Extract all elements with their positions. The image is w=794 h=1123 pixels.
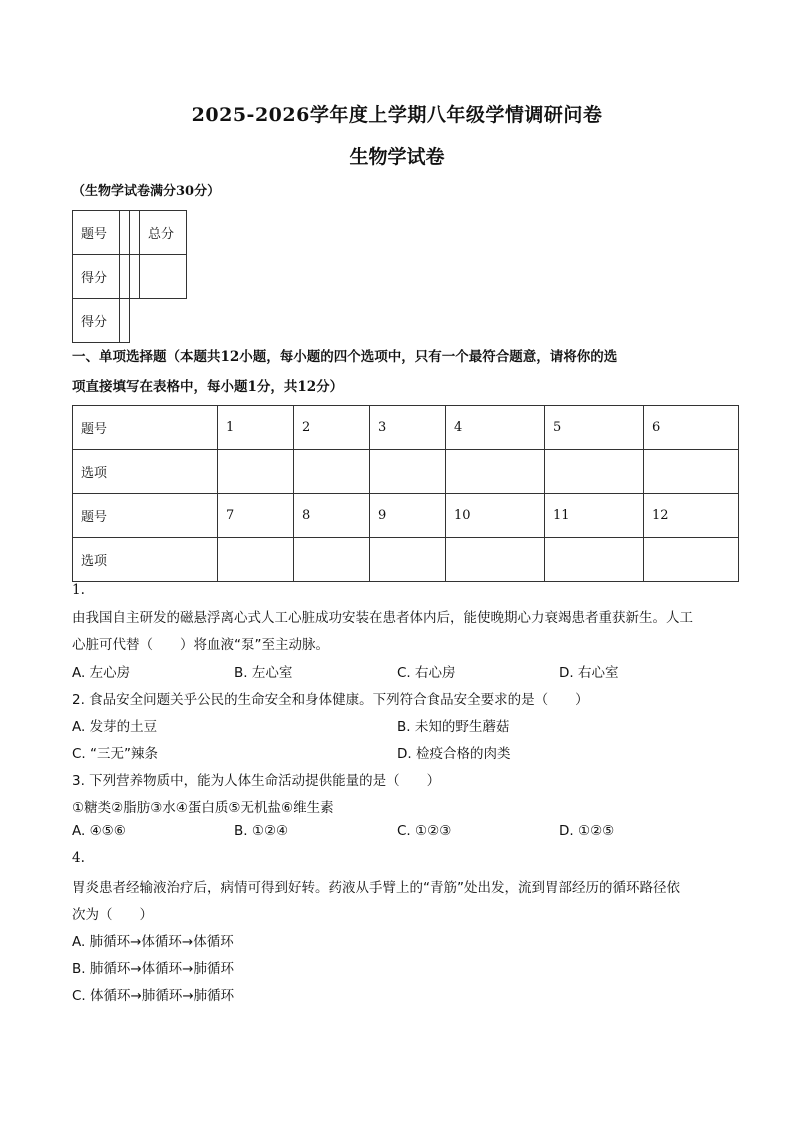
- question-number-cell: 4: [446, 406, 545, 450]
- option-a[interactable]: A. ④⑤⑥: [72, 823, 126, 839]
- empty-cell: [130, 299, 140, 343]
- answer-cell[interactable]: [218, 450, 294, 494]
- answer-cell[interactable]: [644, 450, 739, 494]
- question-3-options: [72, 823, 732, 843]
- answer-table-row: [73, 538, 739, 582]
- question-1-stem-line: 心脏可代替（ ）将血液“泵”至主动脉。: [72, 637, 329, 653]
- section-heading-line: 项直接填写在表格中，每小题1分，共12分）: [72, 379, 344, 395]
- option-c[interactable]: C. “三无”辣条: [72, 746, 158, 762]
- score-total-label: 总分: [140, 211, 187, 255]
- question-number-cell: 3: [370, 406, 446, 450]
- score-cell[interactable]: [130, 255, 140, 299]
- score-cell[interactable]: [120, 255, 130, 299]
- question-number-cell: 11: [545, 494, 644, 538]
- answer-cell[interactable]: [545, 538, 644, 582]
- answer-cell[interactable]: [294, 538, 370, 582]
- option-b[interactable]: B. 肺循环→体循环→肺循环: [72, 961, 234, 977]
- question-1-options: [72, 661, 732, 681]
- option-c[interactable]: C. ①②③: [397, 823, 452, 839]
- answer-row-label: 选项: [73, 450, 218, 494]
- answer-cell[interactable]: [545, 450, 644, 494]
- answer-cell[interactable]: [446, 450, 545, 494]
- question-2-stem: 2. 食品安全问题关乎公民的生命安全和身体健康。下列符合食品安全要求的是（ ）: [72, 692, 589, 708]
- question-1-stem-line: 由我国自主研发的磁悬浮离心式人工心脏成功安装在患者体内后，能使晚期心力衰竭患者重获新生。人工: [72, 610, 693, 626]
- answer-table-row: [73, 406, 739, 450]
- question-4-number: 4.: [72, 850, 85, 866]
- option-a[interactable]: A. 左心房: [72, 665, 131, 681]
- score-cell: [130, 211, 140, 255]
- answer-cell[interactable]: [218, 538, 294, 582]
- answer-cell[interactable]: [446, 538, 545, 582]
- answer-table-row: [73, 450, 739, 494]
- question-number-cell: 9: [370, 494, 446, 538]
- score-row-label: 得分: [73, 255, 120, 299]
- answer-cell[interactable]: [370, 450, 446, 494]
- question-number-cell: 6: [644, 406, 739, 450]
- question-number-cell: 10: [446, 494, 545, 538]
- option-b[interactable]: B. ①②④: [234, 823, 289, 839]
- score-total-cell[interactable]: [140, 255, 187, 299]
- option-a[interactable]: A. 发芽的土豆: [72, 719, 158, 735]
- score-table-row: [73, 211, 187, 255]
- option-d[interactable]: D. ①②⑤: [559, 823, 615, 839]
- answer-row-label: 题号: [73, 494, 218, 538]
- question-4-stem-line: 胃炎患者经输液治疗后，病情可得到好转。药液从手臂上的“青筋”处出发，流到胃部经历的循环路径依: [72, 880, 680, 896]
- score-cell[interactable]: [120, 299, 130, 343]
- answer-table: [72, 405, 739, 582]
- exam-title: 2025-2026学年度上学期八年级学情调研问卷: [191, 104, 603, 126]
- score-row-label: 题号: [73, 211, 120, 255]
- option-b[interactable]: B. 左心室: [234, 665, 293, 681]
- score-table-row: [73, 255, 187, 299]
- question-number-cell: 8: [294, 494, 370, 538]
- section-heading: [72, 342, 722, 402]
- option-a[interactable]: A. 肺循环→体循环→体循环: [72, 934, 234, 950]
- answer-cell[interactable]: [370, 538, 446, 582]
- option-b[interactable]: B. 未知的野生蘑菇: [397, 719, 510, 735]
- score-table: [72, 210, 187, 343]
- question-number-cell: 2: [294, 406, 370, 450]
- question-number-cell: 7: [218, 494, 294, 538]
- question-1-number: 1.: [72, 582, 85, 598]
- answer-row-label: 选项: [73, 538, 218, 582]
- exam-subtitle: 生物学试卷: [349, 146, 445, 168]
- score-cell: [120, 211, 130, 255]
- score-row-label: 得分: [73, 299, 120, 343]
- score-note: （生物学试卷满分30分）: [72, 184, 221, 199]
- option-d[interactable]: D. 右心室: [559, 665, 619, 681]
- answer-cell[interactable]: [294, 450, 370, 494]
- option-c[interactable]: C. 右心房: [397, 665, 456, 681]
- question-number-cell: 5: [545, 406, 644, 450]
- question-3-stem: 3. 下列营养物质中，能为人体生命活动提供能量的是（ ）: [72, 773, 441, 789]
- question-2-options: [72, 742, 732, 762]
- answer-cell[interactable]: [644, 538, 739, 582]
- option-d[interactable]: D. 检疫合格的肉类: [397, 746, 511, 762]
- answer-row-label: 题号: [73, 406, 218, 450]
- question-number-cell: 1: [218, 406, 294, 450]
- question-4-stem-line: 次为（ ）: [72, 907, 153, 923]
- empty-cell: [140, 299, 187, 343]
- score-table-row: [73, 299, 187, 343]
- option-c[interactable]: C. 体循环→肺循环→肺循环: [72, 988, 235, 1004]
- question-number-cell: 12: [644, 494, 739, 538]
- section-heading-line: 一、单项选择题（本题共12小题，每小题的四个选项中，只有一个最符合题意，请将你的选: [72, 349, 618, 365]
- answer-table-row: [73, 494, 739, 538]
- question-3-stem-line: ①糖类②脂肪③水④蛋白质⑤无机盐⑥维生素: [72, 800, 334, 816]
- question-2-options: [72, 715, 732, 735]
